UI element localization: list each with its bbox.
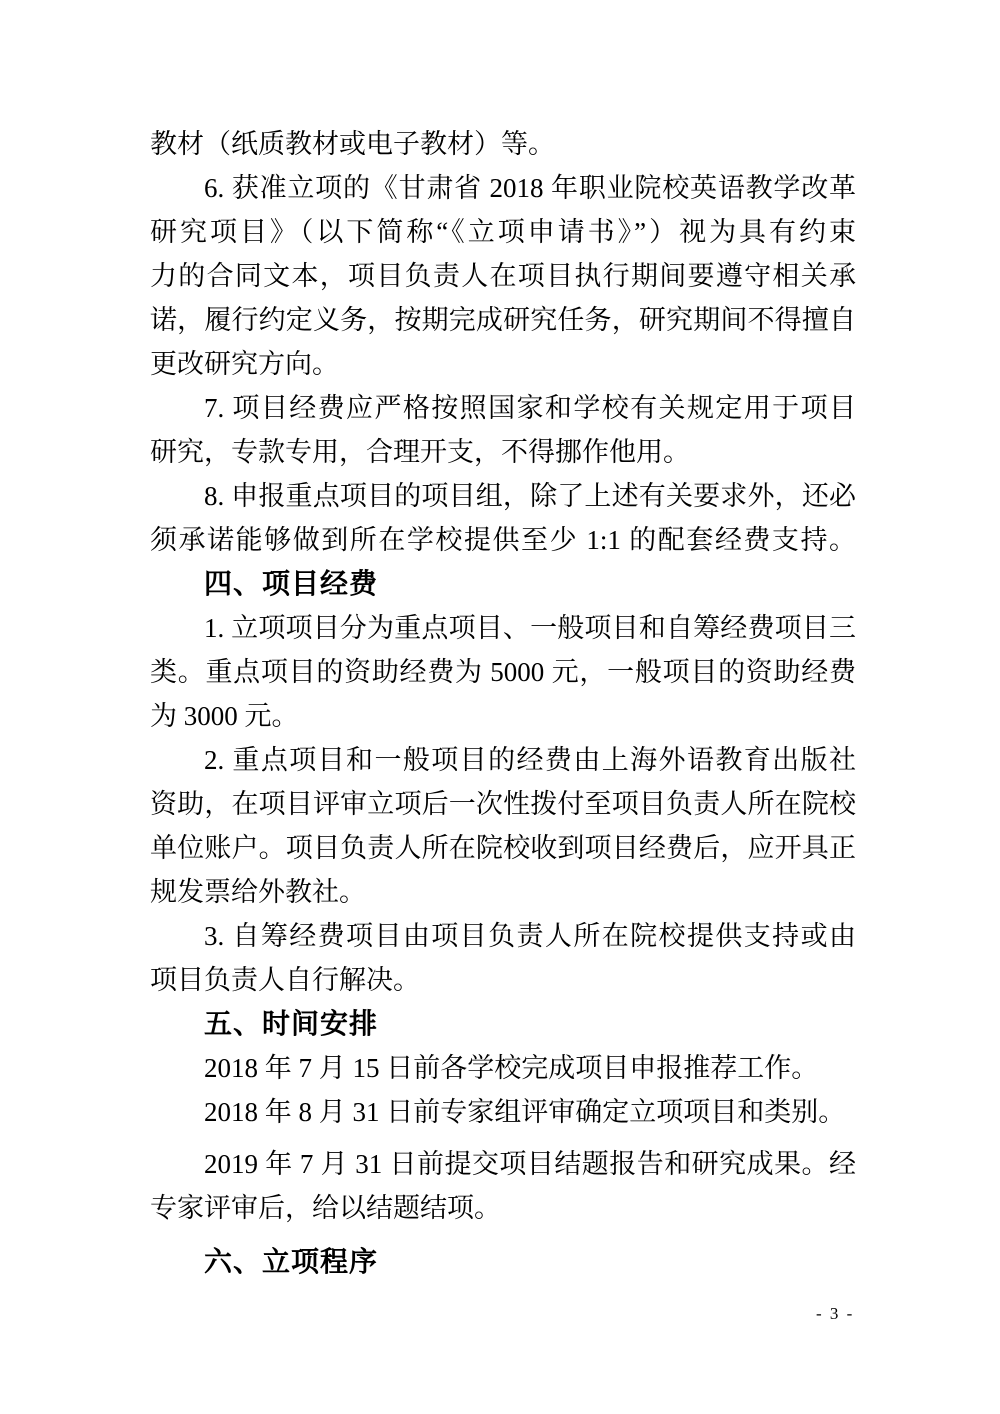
text-line: 类。重点项目的资助经费为 5000 元，一般项目的资助经费 [150, 657, 856, 687]
text-line: 须承诺能够做到所在学校提供至少 1:1 的配套经费支持。 [150, 525, 856, 555]
document-body [150, 122, 856, 1284]
text-line: 研究，专款专用，合理开支，不得挪作他用。 [150, 437, 690, 467]
text-line: 单位账户。项目负责人所在院校收到项目经费后，应开具正 [150, 833, 856, 863]
text-line: 诺，履行约定义务，按期完成研究任务，研究期间不得擅自 [150, 305, 856, 335]
text-line: 项目负责人自行解决。 [150, 965, 420, 995]
text-line: 资助，在项目评审立项后一次性拨付至项目负责人所在院校 [150, 789, 856, 819]
page-number: - 3 - [816, 1304, 855, 1323]
text-line: 规发票给外教社。 [150, 877, 366, 907]
text-line: 研究项目》（以下简称“《立项申请书》”）视为具有约束 [150, 217, 856, 247]
text-line: 1. 立项项目分为重点项目、一般项目和自筹经费项目三 [204, 613, 856, 643]
text-line: 更改研究方向。 [150, 349, 339, 379]
text-line: 2018 年 7 月 15 日前各学校完成项目申报推荐工作。 [204, 1053, 819, 1083]
text-line: 2019 年 7 月 31 日前提交项目结题报告和研究成果。经 [204, 1149, 856, 1179]
text-line: 力的合同文本，项目负责人在项目执行期间要遵守相关承 [150, 261, 856, 291]
section-heading: 五、时间安排 [204, 1008, 379, 1039]
text-line: 教材（纸质教材或电子教材）等。 [150, 129, 555, 159]
text-line: 6. 获准立项的《甘肃省 2018 年职业院校英语教学改革 [204, 173, 856, 203]
text-line: 7. 项目经费应严格按照国家和学校有关规定用于项目 [204, 393, 856, 423]
section-heading: 四、项目经费 [204, 568, 379, 599]
text-line: 2018 年 8 月 31 日前专家组评审确定立项项目和类别。 [204, 1097, 846, 1127]
section-heading: 六、立项程序 [204, 1246, 379, 1277]
text-line: 为 3000 元。 [150, 701, 299, 731]
text-line: 2. 重点项目和一般项目的经费由上海外语教育出版社 [204, 745, 856, 775]
text-line: 专家评审后，给以结题结项。 [150, 1193, 501, 1223]
text-line: 3. 自筹经费项目由项目负责人所在院校提供支持或由 [204, 921, 856, 951]
text-line: 8. 申报重点项目的项目组，除了上述有关要求外，还必 [204, 481, 856, 511]
